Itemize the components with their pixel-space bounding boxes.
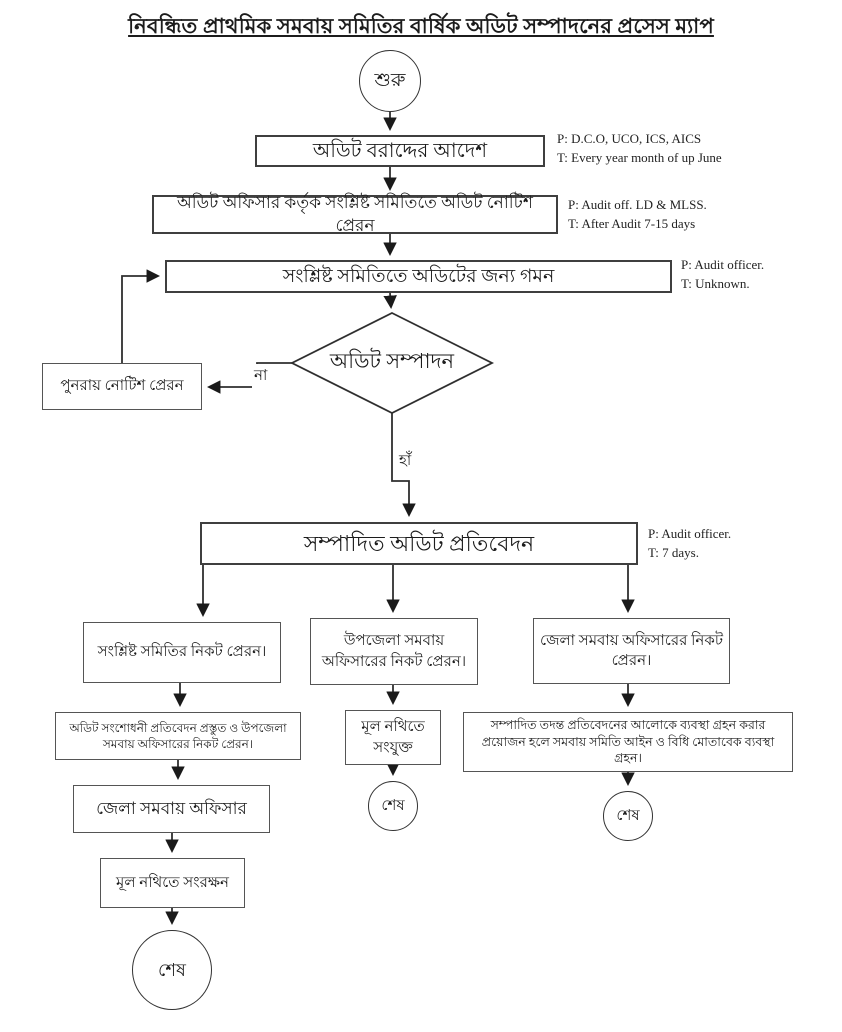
decision-audit-performed: অডিট সম্পাদন [329, 349, 455, 373]
process-attach-main-file [345, 710, 441, 765]
process-resend-notice [42, 363, 202, 410]
correction-report-label: অডিট সংশোধনী প্রতিবেদন প্রস্তুত ও উপজেলা সমবায় অফিসারের নিকট প্রেরন। [69, 720, 287, 751]
process-audit-order [255, 135, 545, 167]
annotation-audit-order [557, 130, 722, 168]
annotation-line: P: Audit officer. [681, 257, 765, 272]
audit-notice-label: অডিট অফিসার কর্তৃক সংশ্লিষ্ট সমিতিতে অডিট নোটিশ প্রেরন [177, 192, 533, 235]
process-preserve-main-file [100, 858, 245, 908]
end-terminator-right [603, 791, 653, 841]
start-terminator [359, 50, 421, 112]
annotation-line: P: D.C.O, UCO, ICS, AICS [557, 131, 702, 146]
connector-visit-decision [390, 293, 391, 307]
annotation-line: P: Audit off. LD & MLSS. [568, 197, 707, 212]
annotation-line: T: Unknown. [681, 275, 750, 291]
process-audit-notice [152, 192, 558, 235]
end-terminator-left [132, 930, 212, 1010]
start-label: শুরু [374, 70, 406, 92]
process-visit-society [165, 260, 672, 293]
send-district-label: জেলা সমবায় অফিসারের নিকট প্রেরন। [540, 632, 723, 669]
audit-order-label: অডিট বরাদ্দের আদেশ [312, 139, 488, 162]
process-take-action-law [463, 712, 793, 772]
annotation-audit-report [648, 525, 731, 563]
send-society-label: সংশ্লিষ্ট সমিতির নিকট প্রেরন। [97, 644, 267, 661]
process-send-upazila [310, 618, 478, 685]
preserve-file-label: মূল নথিতে সংরক্ষন [116, 874, 229, 891]
district-officer-label: জেলা সমবায় অফিসার [96, 798, 247, 818]
process-audit-report [200, 522, 638, 565]
annotation-visit-society [681, 256, 764, 294]
process-district-officer [73, 785, 270, 833]
edge-label-no: না [252, 364, 269, 389]
visit-society-label: সংশ্লিষ্ট সমিতিতে অডিটের জন্য গমন [282, 265, 555, 287]
end-label: শেষ [616, 807, 640, 824]
resend-notice-label: পুনরায় নোটিশ প্রেরন [60, 378, 184, 395]
audit-report-label: সম্পাদিত অডিট প্রতিবেদন [303, 530, 535, 556]
attach-file-label: মূল নথিতে সংযুক্ত [361, 719, 425, 756]
take-action-label: সম্পাদিত তদন্ত প্রতিবেদনের আলোকে ব্যবস্থা গ্রহন করার প্রয়োজন হলে সমবায় সমিতি আইন ও বিধি মোতাবেক ব্যবস্থা গ্রহন। [481, 717, 775, 766]
annotation-line: T: Every year month of up June [557, 149, 722, 165]
edge-label-yes: হাঁ [397, 449, 413, 474]
annotation-line: P: Audit officer. [648, 526, 732, 541]
connector-decision-no [209, 363, 292, 387]
end-terminator-middle [368, 781, 418, 831]
annotation-line: T: After Audit 7-15 days [568, 215, 696, 231]
connector-resend-loop [122, 276, 158, 363]
annotation-line: T: 7 days. [648, 544, 699, 560]
end-label: শেষ [158, 959, 186, 980]
send-upazila-label: উপজেলা সমবায় অফিসারের নিকট প্রেরন। [321, 633, 467, 670]
process-correction-report [55, 712, 301, 760]
process-send-district [533, 618, 730, 684]
page-title: নিবন্ধিত প্রাথমিক সমবায় সমিতির বার্ষিক অডিট সম্পাদনের প্রসেস ম্যাপ [128, 14, 714, 38]
process-send-society [83, 622, 281, 683]
annotation-audit-notice [568, 196, 707, 234]
end-label: শেষ [381, 797, 405, 814]
